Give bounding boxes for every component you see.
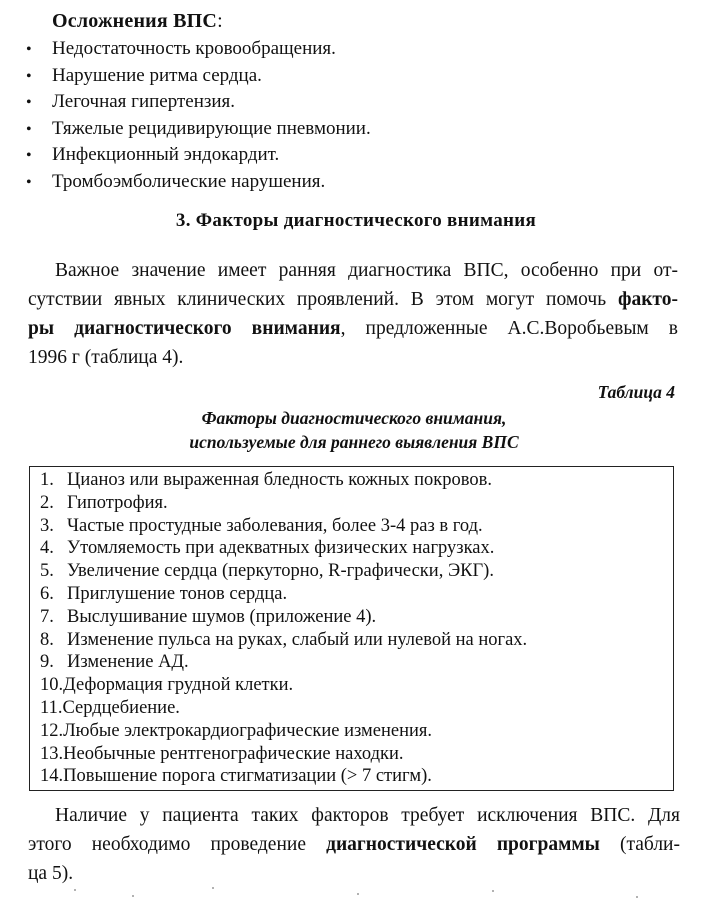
row-text: Увеличение сердца (перкуторно, R-графически, ЭКГ). <box>67 561 494 582</box>
table-row <box>40 743 673 766</box>
bullet-icon: • <box>26 120 32 138</box>
paragraph-line: Важное значение имеет ранняя диагностика ВПС, особенно при от- <box>55 260 678 281</box>
paragraph-bold-text: ры диагностического внимания <box>28 318 341 339</box>
paragraph-line <box>28 830 680 859</box>
paragraph-line: 1996 г (таблица 4). <box>28 347 184 368</box>
row-number: 1. <box>40 470 54 490</box>
list-item <box>26 36 371 63</box>
table-row <box>40 697 673 720</box>
row-text: Изменение пульса на руках, слабый или нулевой на ногах. <box>67 629 528 650</box>
table-row <box>40 765 673 788</box>
scan-noise-dot <box>492 890 494 892</box>
row-text: Цианоз или выраженная бледность кожных покровов. <box>67 470 492 490</box>
scan-noise-dot <box>357 893 359 895</box>
scan-noise-dot <box>212 887 214 889</box>
complications-title-text: Осложнения ВПС <box>52 10 218 32</box>
row-text: Сердцебиение. <box>62 697 180 718</box>
table-row <box>40 537 673 560</box>
table-caption-line: Факторы диагностического внимания, <box>201 408 507 428</box>
paragraph-text: (табли- <box>599 834 680 855</box>
paragraph-bold-text: диагностической программы <box>326 834 600 855</box>
table-caption-line: используемые для раннего выявления ВПС <box>189 432 519 452</box>
row-number: 11. <box>40 697 63 718</box>
row-number: 7. <box>40 606 54 627</box>
row-text: Необычные рентгенографические находки. <box>63 743 404 764</box>
row-number: 2. <box>40 492 54 513</box>
row-number: 12. <box>40 720 64 741</box>
paragraph-text: этого необходимо проведение <box>28 834 327 855</box>
complications-title-colon: : <box>217 10 223 32</box>
row-number: 8. <box>40 629 54 650</box>
list-item-text: Нарушение ритма сердца. <box>52 64 262 86</box>
table-label: Таблица 4 <box>597 382 675 402</box>
paragraph-line <box>28 314 678 343</box>
complications-list <box>26 36 371 195</box>
table-row <box>40 515 673 538</box>
scan-noise-dot <box>132 895 134 897</box>
row-text: Выслушивание шумов (приложение 4). <box>67 606 377 627</box>
row-text: Изменение АД. <box>67 652 189 673</box>
paragraph-line <box>28 285 678 314</box>
table-row <box>40 720 673 743</box>
table-caption <box>0 406 708 454</box>
row-text: Любые электрокардиографические изменения. <box>63 720 433 741</box>
list-item-text: Инфекционный эндокардит. <box>52 144 280 165</box>
list-item-text: Легочная гипертензия. <box>52 91 236 112</box>
scan-noise-dot <box>74 889 76 891</box>
bullet-icon: • <box>26 173 32 191</box>
complications-title <box>52 10 223 33</box>
list-item <box>26 89 371 116</box>
paragraph-text: , предложенные А.С.Воробьевым в <box>340 318 678 339</box>
row-text: Утомляемость при адекватных физических нагрузках. <box>67 538 495 559</box>
table-row <box>40 674 673 697</box>
list-item-text: Недостаточность кровообращения. <box>52 38 336 59</box>
row-number: 10. <box>40 675 64 696</box>
factors-table <box>29 466 674 791</box>
row-number: 9. <box>40 652 54 673</box>
table-row <box>40 469 673 492</box>
row-number: 13. <box>40 743 64 764</box>
list-item-text: Тромбоэмболические нарушения. <box>52 170 326 192</box>
row-text: Частые простудные заболевания, более 3-4 раз в год. <box>67 515 483 536</box>
table-row <box>40 606 673 629</box>
list-item <box>26 142 371 169</box>
row-text: Деформация грудной клетки. <box>63 675 294 696</box>
bullet-icon: • <box>26 94 32 111</box>
conclusion-paragraph <box>28 801 680 888</box>
list-item <box>26 116 371 143</box>
list-item <box>26 63 371 90</box>
table-row <box>40 629 673 652</box>
table-row <box>40 560 673 583</box>
bullet-icon: • <box>26 41 32 58</box>
row-text: Повышение порога стигматизации (> 7 стигм). <box>63 766 432 787</box>
intro-paragraph <box>28 256 678 372</box>
table-row <box>40 651 673 674</box>
table-row <box>40 583 673 606</box>
row-number: 6. <box>40 583 54 604</box>
paragraph-text: сутствии явных клинических проявлений. В этом могут помочь <box>28 289 618 310</box>
bullet-icon: • <box>26 147 32 164</box>
paragraph-line: ца 5). <box>28 863 74 884</box>
section-heading: 3. Факторы диагностического внимания <box>175 210 537 231</box>
list-item <box>26 169 371 196</box>
row-number: 5. <box>40 561 54 582</box>
row-text: Гипотрофия. <box>67 492 168 513</box>
row-number: 14. <box>40 766 64 787</box>
list-item-text: Тяжелые рецидивирующие пневмонии. <box>52 117 371 139</box>
paragraph-bold-text: факто- <box>617 289 678 310</box>
scan-noise-dot <box>636 896 638 898</box>
row-number: 4. <box>40 538 54 559</box>
bullet-icon: • <box>26 67 32 85</box>
table-row <box>40 492 673 515</box>
row-number: 3. <box>40 515 54 536</box>
row-text: Приглушение тонов сердца. <box>67 583 288 604</box>
paragraph-line: Наличие у пациента таких факторов требует исключения ВПС. Для <box>55 805 680 826</box>
factors-list <box>40 469 673 788</box>
